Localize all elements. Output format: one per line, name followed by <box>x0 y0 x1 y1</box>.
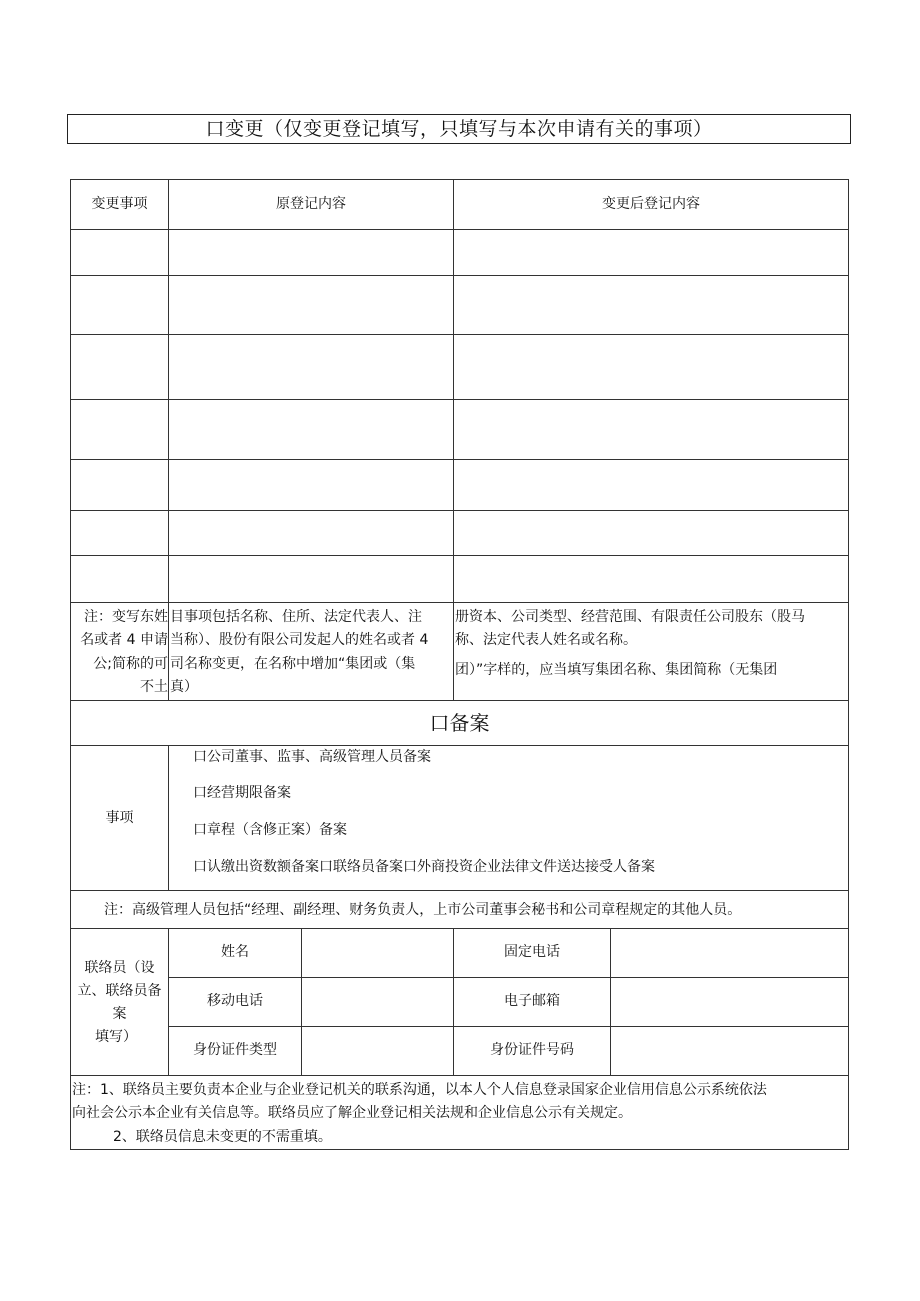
header-after-content: 变更后登记内容 <box>602 196 700 212</box>
label-id-number: 身份证件号码 <box>490 1042 574 1058</box>
liaison-label-line: 联络员（设 <box>84 960 155 976</box>
note-col1-line: 不土 <box>140 679 168 695</box>
liaison-label-line: 案 <box>112 1006 127 1022</box>
note-col2-line: 司名称变更，在名称中增加“集团或（集 <box>170 656 416 672</box>
id-type-input[interactable] <box>302 1027 453 1075</box>
note-col2-line: 真） <box>170 679 198 695</box>
label-id-type: 身份证件类型 <box>193 1042 277 1058</box>
landline-input[interactable] <box>611 929 848 977</box>
liaison-note-line: 2、联络员信息未变更的不需重填。 <box>113 1129 332 1145</box>
liaison-label-line: 立、联络员备 <box>77 983 162 999</box>
liaison-label-line: 填写） <box>95 1029 137 1045</box>
header-change-item: 变更事项 <box>91 196 148 212</box>
label-name: 姓名 <box>221 944 249 960</box>
note-col1-line: 注：变写东姓 <box>84 609 168 625</box>
header-original-content: 原登记内容 <box>276 196 346 212</box>
note-col3-line: 称、法定代表人姓名或名称。 <box>455 632 637 648</box>
label-landline: 固定电话 <box>504 944 560 960</box>
filing-option-capital-liaison-agent[interactable]: 口认缴出资数额备案口联络员备案口外商投资企业法律文件送达接受人备案 <box>193 859 655 875</box>
label-email: 电子邮箱 <box>504 993 560 1009</box>
email-input[interactable] <box>611 978 848 1026</box>
filing-option-executives[interactable]: 口公司董事、监事、高级管理人员备案 <box>193 749 431 765</box>
change-section-title: 口变更（仅变更登记填写，只填写与本次申请有关的事项） <box>67 114 851 144</box>
label-mobile: 移动电话 <box>207 993 263 1009</box>
note-col1-line: 名或者 4 申请 <box>80 632 168 648</box>
filing-note: 注：高级管理人员包括“经理、副经理、财务负责人，上市公司董事会秘书和公司章程规定的其他人员。 <box>104 902 742 918</box>
id-number-input[interactable] <box>611 1027 848 1075</box>
note-col1-line: 公;简称的可 <box>93 656 168 672</box>
liaison-note-line: 向社会公示本企业有关信息等。联络员应了解企业登记相关法规和企业信息公示有关规定。 <box>72 1105 632 1121</box>
liaison-note-line: 注：1、联络员主要负责本企业与企业登记机关的联系沟通，以本人个人信息登录国家企业信用信息公示系统依法 <box>72 1082 767 1098</box>
note-col3-line: 册资本、公司类型、经营范围、有限责任公司股东（股马 <box>455 609 805 625</box>
filing-section-title: 口备案 <box>429 711 490 735</box>
note-col2-line: 当称）、股份有限公司发起人的姓名或者 4 <box>170 632 429 648</box>
name-input[interactable] <box>302 929 453 977</box>
filing-option-articles[interactable]: 口章程（含修正案）备案 <box>193 822 347 838</box>
filing-item-label: 事项 <box>105 810 134 826</box>
mobile-input[interactable] <box>302 978 453 1026</box>
note-col3-line: 团）”字样的，应当填写集团名称、集团简称（无集团 <box>455 662 778 678</box>
filing-option-operating-period[interactable]: 口经营期限备案 <box>193 785 291 801</box>
note-col2-line: 目事项包括名称、住所、法定代表人、注 <box>170 609 422 625</box>
